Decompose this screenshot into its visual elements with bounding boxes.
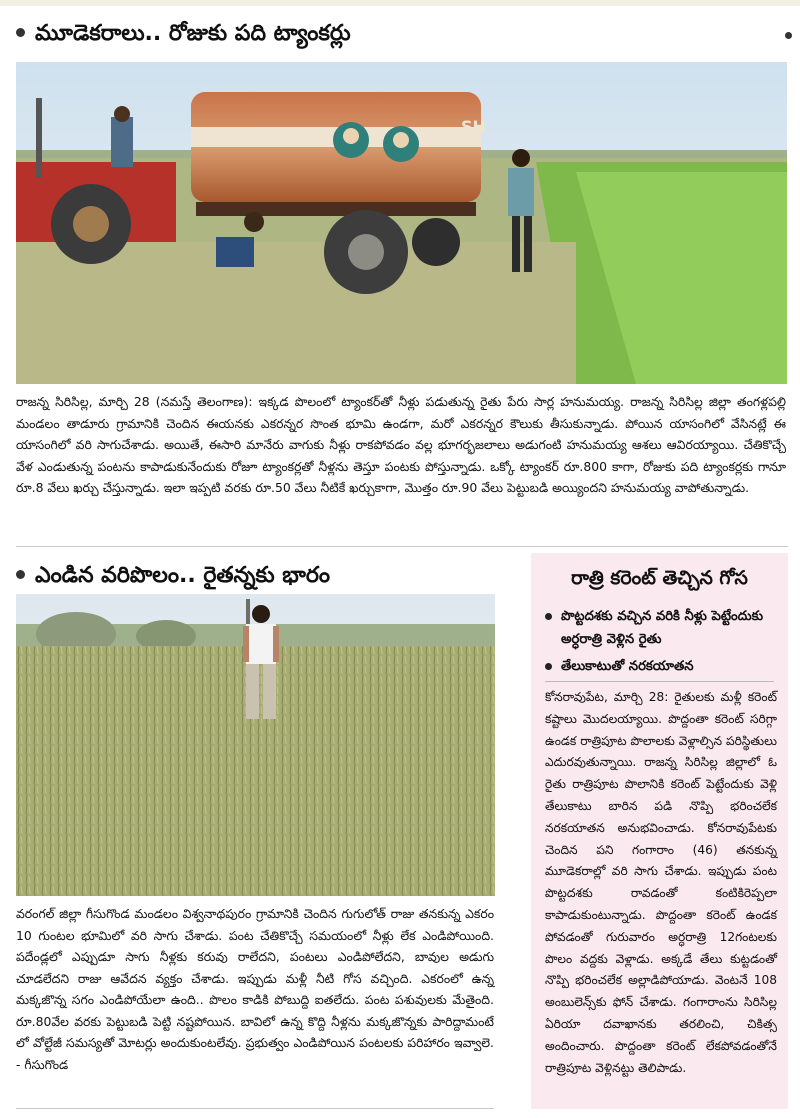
bullet-dot-icon (785, 32, 792, 39)
story2-caption: వరంగల్ జిల్లా గీసుగొండ మండలం విశ్వనాథపురం గ్రామానికి చెందిన గుగులోత్ రాజు తనకున్న ఎకరం 10 గుంటల భూమిలో వరి సాగు చేశాడు. పంట చేతికొచ్చే సమయంలో నీళ్లు లేక ఎండిపోయింది. పదేండ్లలో ఎప్పుడూ సాగు నీళ్లకు కరువు రాలేదని, పంటలు ఎండిపోలేదని, బావుల అడుగు చూడలేదని రాజు ఆవేదన వ్యక్తం చేశాడు. ఇప్పుడు మళ్లీ నీటి గోస వచ్చింది. ఎకరంలో ఉన్న మక్కజొన్న సగం ఎండిపోయేలా ఉంది.. పొలం కాడికి పోబుద్ది ఐతలేదు. పంట పశువులకు మేతైంది. రూ.80వేల వరకు పెట్టుబడి పెట్టి నష్టపోయిన. బావిలో ఉన్న కొద్ది నీళ్లను మక్కజొన్నకు పారిద్దామంటే లో వోల్టేజీ సమస్యతో మోటర్లు అందుకుంటలేవు. ప్రభుత్వం ఎండిపోయిన పంటలకు పరిహారం ఇవ్వాలె. - గీసుగొండ (16, 906, 494, 1072)
story2-headline (16, 562, 330, 590)
story2-headline-text: ఎండిన వరిపొలం.. రైతన్నకు భారం (35, 563, 331, 588)
sidebar-divider (545, 681, 774, 682)
story1-photo-tanker-field (16, 62, 787, 384)
sidebar-bullet-text: తేలుకాటుతో నరకయాతన (561, 659, 694, 674)
bullet-dot-icon (16, 570, 25, 579)
sidebar-title: రాత్రి కరెంట్ తెచ్చిన గోస (571, 567, 748, 589)
story1-headline-text: మూడెకరాలు.. రోజుకు పది ట్యాంకర్లు (35, 21, 351, 46)
sidebar-bullet-text: పొట్టదశకు వచ్చిన వరికి నీళ్లు పెట్టేందుకు అర్ధరాత్రి వెళ్లిన రైతు (561, 609, 764, 647)
top-band (0, 0, 800, 6)
story1-caption: రాజన్న సిరిసిల్ల, మార్చి 28 (నమస్తే తెలంగాణ): ఇక్కడ పొలంలో ట్యాంకర్‌తో నీళ్లు పడుతున్న రైతు పేరు సార్ల హనుమయ్య. రాజన్న సిరిసిల్ల జిల్లా తంగళ్లపల్లి మండలం తాడూరు గ్రామానికి చెందిన ఈయనకు ఎకరన్నర సొంత భూమి ఉండగా, మరో ఎకరన్నర కౌలుకు తీసుకున్నాడు. పోయిన యాసంగిలో వేసినట్లే ఈ యాసంగిలో వరి సాగుచేశాడు. అయితే, ఈసారి మానేరు వాగుకు నీళ్లు రాకపోవడం వల్ల భూగర్భజలాలు అడుగంటి హనుమయ్య ఆశలు ఆవిరయ్యాయి. చేతికొచ్చే వేళ ఎండుతున్న పంటను కాపాడుకునేందుకు రోజూ ట్యాంకర్లతో నీళ్లను తెస్తూ పంటకు పోస్తున్నాడు. ఒక్కో ట్యాంకర్ రూ.800 కాగా, రోజుకు పది ట్యాంకర్లకు గానూ రూ.8 వేలు ఖర్చు చేస్తున్నాడు. ఇలా ఇప్పటి వరకు రూ.50 వేలు నీటికే ఖర్చుకాగా, మొత్తం రూ.90 వేలు పెట్టుబడి అయ్యిందని హనుమయ్య వాపోతున్నాడు. (16, 394, 786, 495)
sidebar-box (531, 553, 788, 1109)
bullet-dot-icon (545, 613, 552, 620)
story1-photo-illustration (16, 62, 787, 384)
sidebar-bullet (545, 605, 781, 651)
story2-photo-illustration (16, 594, 495, 896)
section-divider (16, 546, 788, 547)
sidebar-bullet (545, 655, 781, 678)
bullet-dot-icon (16, 28, 25, 37)
story1-headline (16, 20, 351, 48)
sidebar-bullets (545, 605, 781, 678)
tank-letters: SH (461, 117, 486, 136)
sidebar-body: కోనరావుపేట, మార్చి 28: రైతులకు మళ్లీ కరెంట్ కష్టాలు మొదలయ్యాయి. పొద్దంతా కరెంట్ సరిగ్గా ఉండక రాత్రిపూట పొలాలకు వెళ్లాల్సిన పరిస్థితులు ఎదురవుతున్నాయి. రాజన్న సిరిసిల్ల జిల్లాలో ఓ రైతు రాత్రిపూట పొలానికి కరెంట్ పెట్టేందుకు వెళ్లి తేలుకాటు బారిన పడి నొప్పి భరించలేక నరకయాతన అనుభవించాడు. కోనరావుపేటకు చెందిన పని గంగారాం (46) తనకున్న మూడెకరాల్లో వరి సాగు చేశాడు. ఇప్పుడు పంట పొట్టదశకు రావడంతో కంటికిరెప్పలా కాపాడుకుంటున్నాడు. పొద్దంతా కరెంట్ ఉండక పోవడంతో గురువారం అర్ధరాత్రి 12గంటలకు పొలం వద్దకు వెళ్లాడు. అక్కడే తేలు కుట్టడంతో నొప్పి భరించలేక అల్లాడిపోయాడు. వెంటనే 108 అంబులెన్స్‌కు ఫోన్ చేశాడు. గంగారాంను సిరిసిల్ల ఏరియా దవాఖానకు తరలించి, చికిత్స అందించారు. పొద్దంతా కరెంట్ లేకపోవడంతోనే రాత్రిపూట వెళ్లినట్టు తెలిపాడు. (545, 690, 777, 1075)
bullet-dot-icon (545, 663, 552, 670)
bottom-rule (16, 1108, 494, 1109)
story2-photo-dry-paddy-field (16, 594, 495, 896)
